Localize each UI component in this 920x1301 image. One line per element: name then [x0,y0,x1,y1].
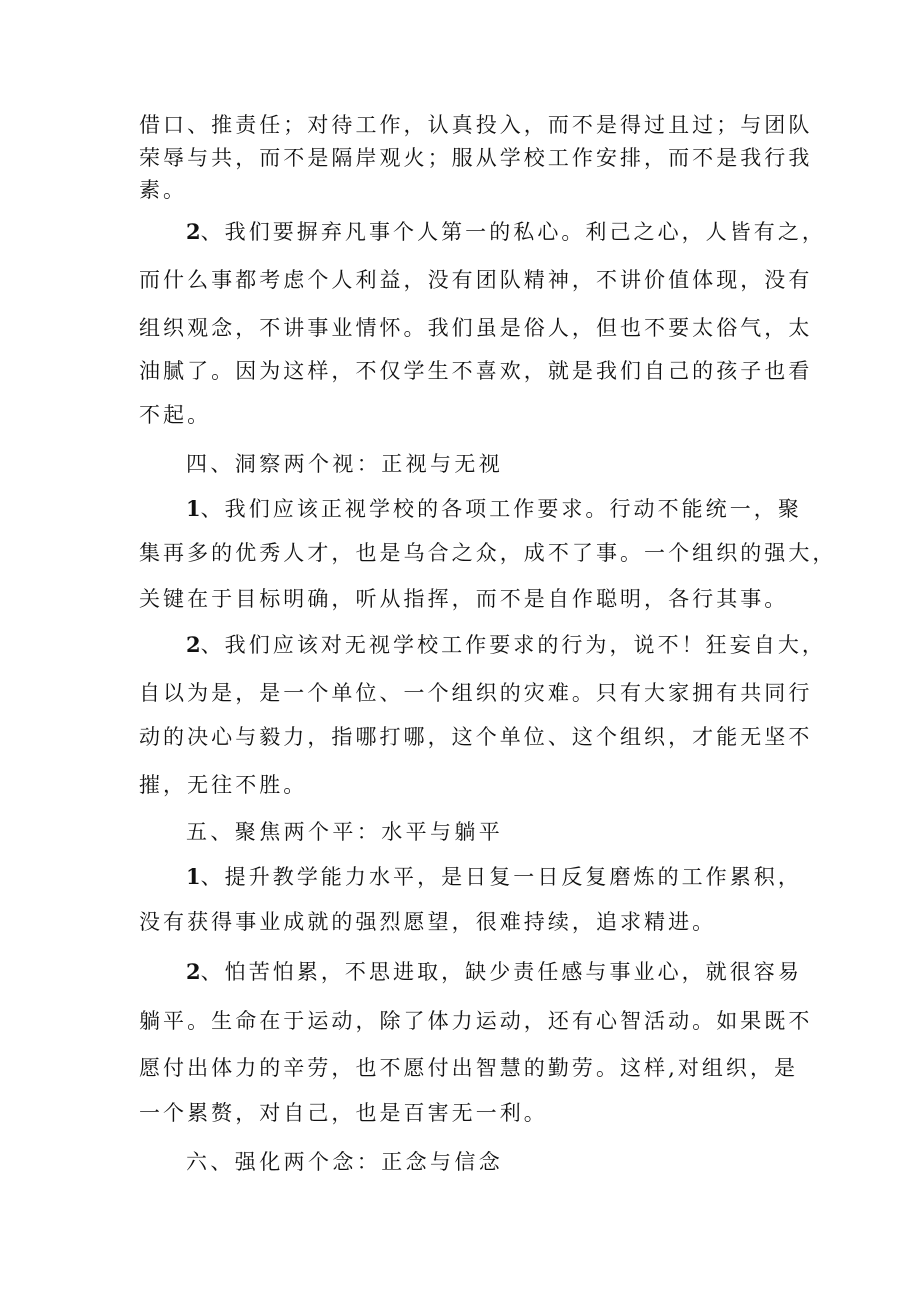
paragraph-line: 一个累赘，对自己，也是百害无一利。 [139,1101,548,1125]
paragraph-line: 素。 [139,178,188,202]
numbered-paragraph-first-line [186,220,826,244]
numbered-paragraph-first-line [186,960,802,984]
paragraph-line: 自以为是，是一个单位、一个组织的灾难。只有大家拥有共同行 [139,681,813,705]
paragraph-text: 、怕苦怕累，不思进取，缺少责任感与事业心，就很容易 [200,960,802,984]
paragraph-text: 、提升教学能力水平，是日复一日反复磨炼的工作累积， [200,865,802,889]
paragraph-line: 而什么事都考虑个人利益，没有团队精神，不讲价值体现，没有 [139,268,813,292]
paragraph-text: 、我们要摒弃凡事个人第一的私心。利己之心，人皆有之， [200,220,826,244]
item-number: 1 [186,496,201,521]
paragraph-line: 摧，无往不胜。 [139,773,308,797]
section-heading: 四、洞察两个视：正视与无视 [186,452,504,476]
item-number: 2 [186,632,201,657]
paragraph-line: 荣辱与共，而不是隔岸观火；服从学校工作安排，而不是我行我 [139,146,813,170]
numbered-paragraph-first-line [186,497,802,521]
paragraph-text: 、我们应该正视学校的各项工作要求。行动不能统一，聚 [200,497,802,521]
paragraph-line: 躺平。生命在于运动，除了体力运动，还有心智活动。如果既不 [139,1009,813,1033]
paragraph-line: 动的决心与毅力，指哪打哪，这个单位、这个组织，才能无坚不 [139,725,813,749]
item-number: 2 [186,959,201,984]
section-heading: 五、聚焦两个平：水平与躺平 [186,820,504,844]
paragraph-text: 、我们应该对无视学校工作要求的行为，说不！狂妄自大， [200,633,826,657]
paragraph-line: 愿付出体力的辛劳，也不愿付出智慧的勤劳。这样,对组织，是 [139,1056,799,1080]
paragraph-line: 借口、推责任；对待工作，认真投入，而不是得过且过；与团队 [139,113,813,137]
item-number: 1 [186,864,201,889]
numbered-paragraph-first-line [186,633,826,657]
item-number: 2 [186,219,201,244]
paragraph-line: 没有获得事业成就的强烈愿望，很难持续，追求精进。 [139,910,717,934]
paragraph-line: 油腻了。因为这样，不仅学生不喜欢，就是我们自己的孩子也看 [139,359,813,383]
paragraph-line: 组织观念，不讲事业情怀。我们虽是俗人，但也不要太俗气，太 [139,316,813,340]
numbered-paragraph-first-line [186,865,802,889]
section-heading: 六、强化两个念：正念与信念 [186,1150,504,1174]
paragraph-line: 集再多的优秀人才，也是乌合之众，成不了事。一个组织的强大， [139,541,837,565]
paragraph-line: 不起。 [139,403,212,427]
paragraph-line: 关键在于目标明确，听从指挥，而不是自作聪明，各行其事。 [139,587,789,611]
